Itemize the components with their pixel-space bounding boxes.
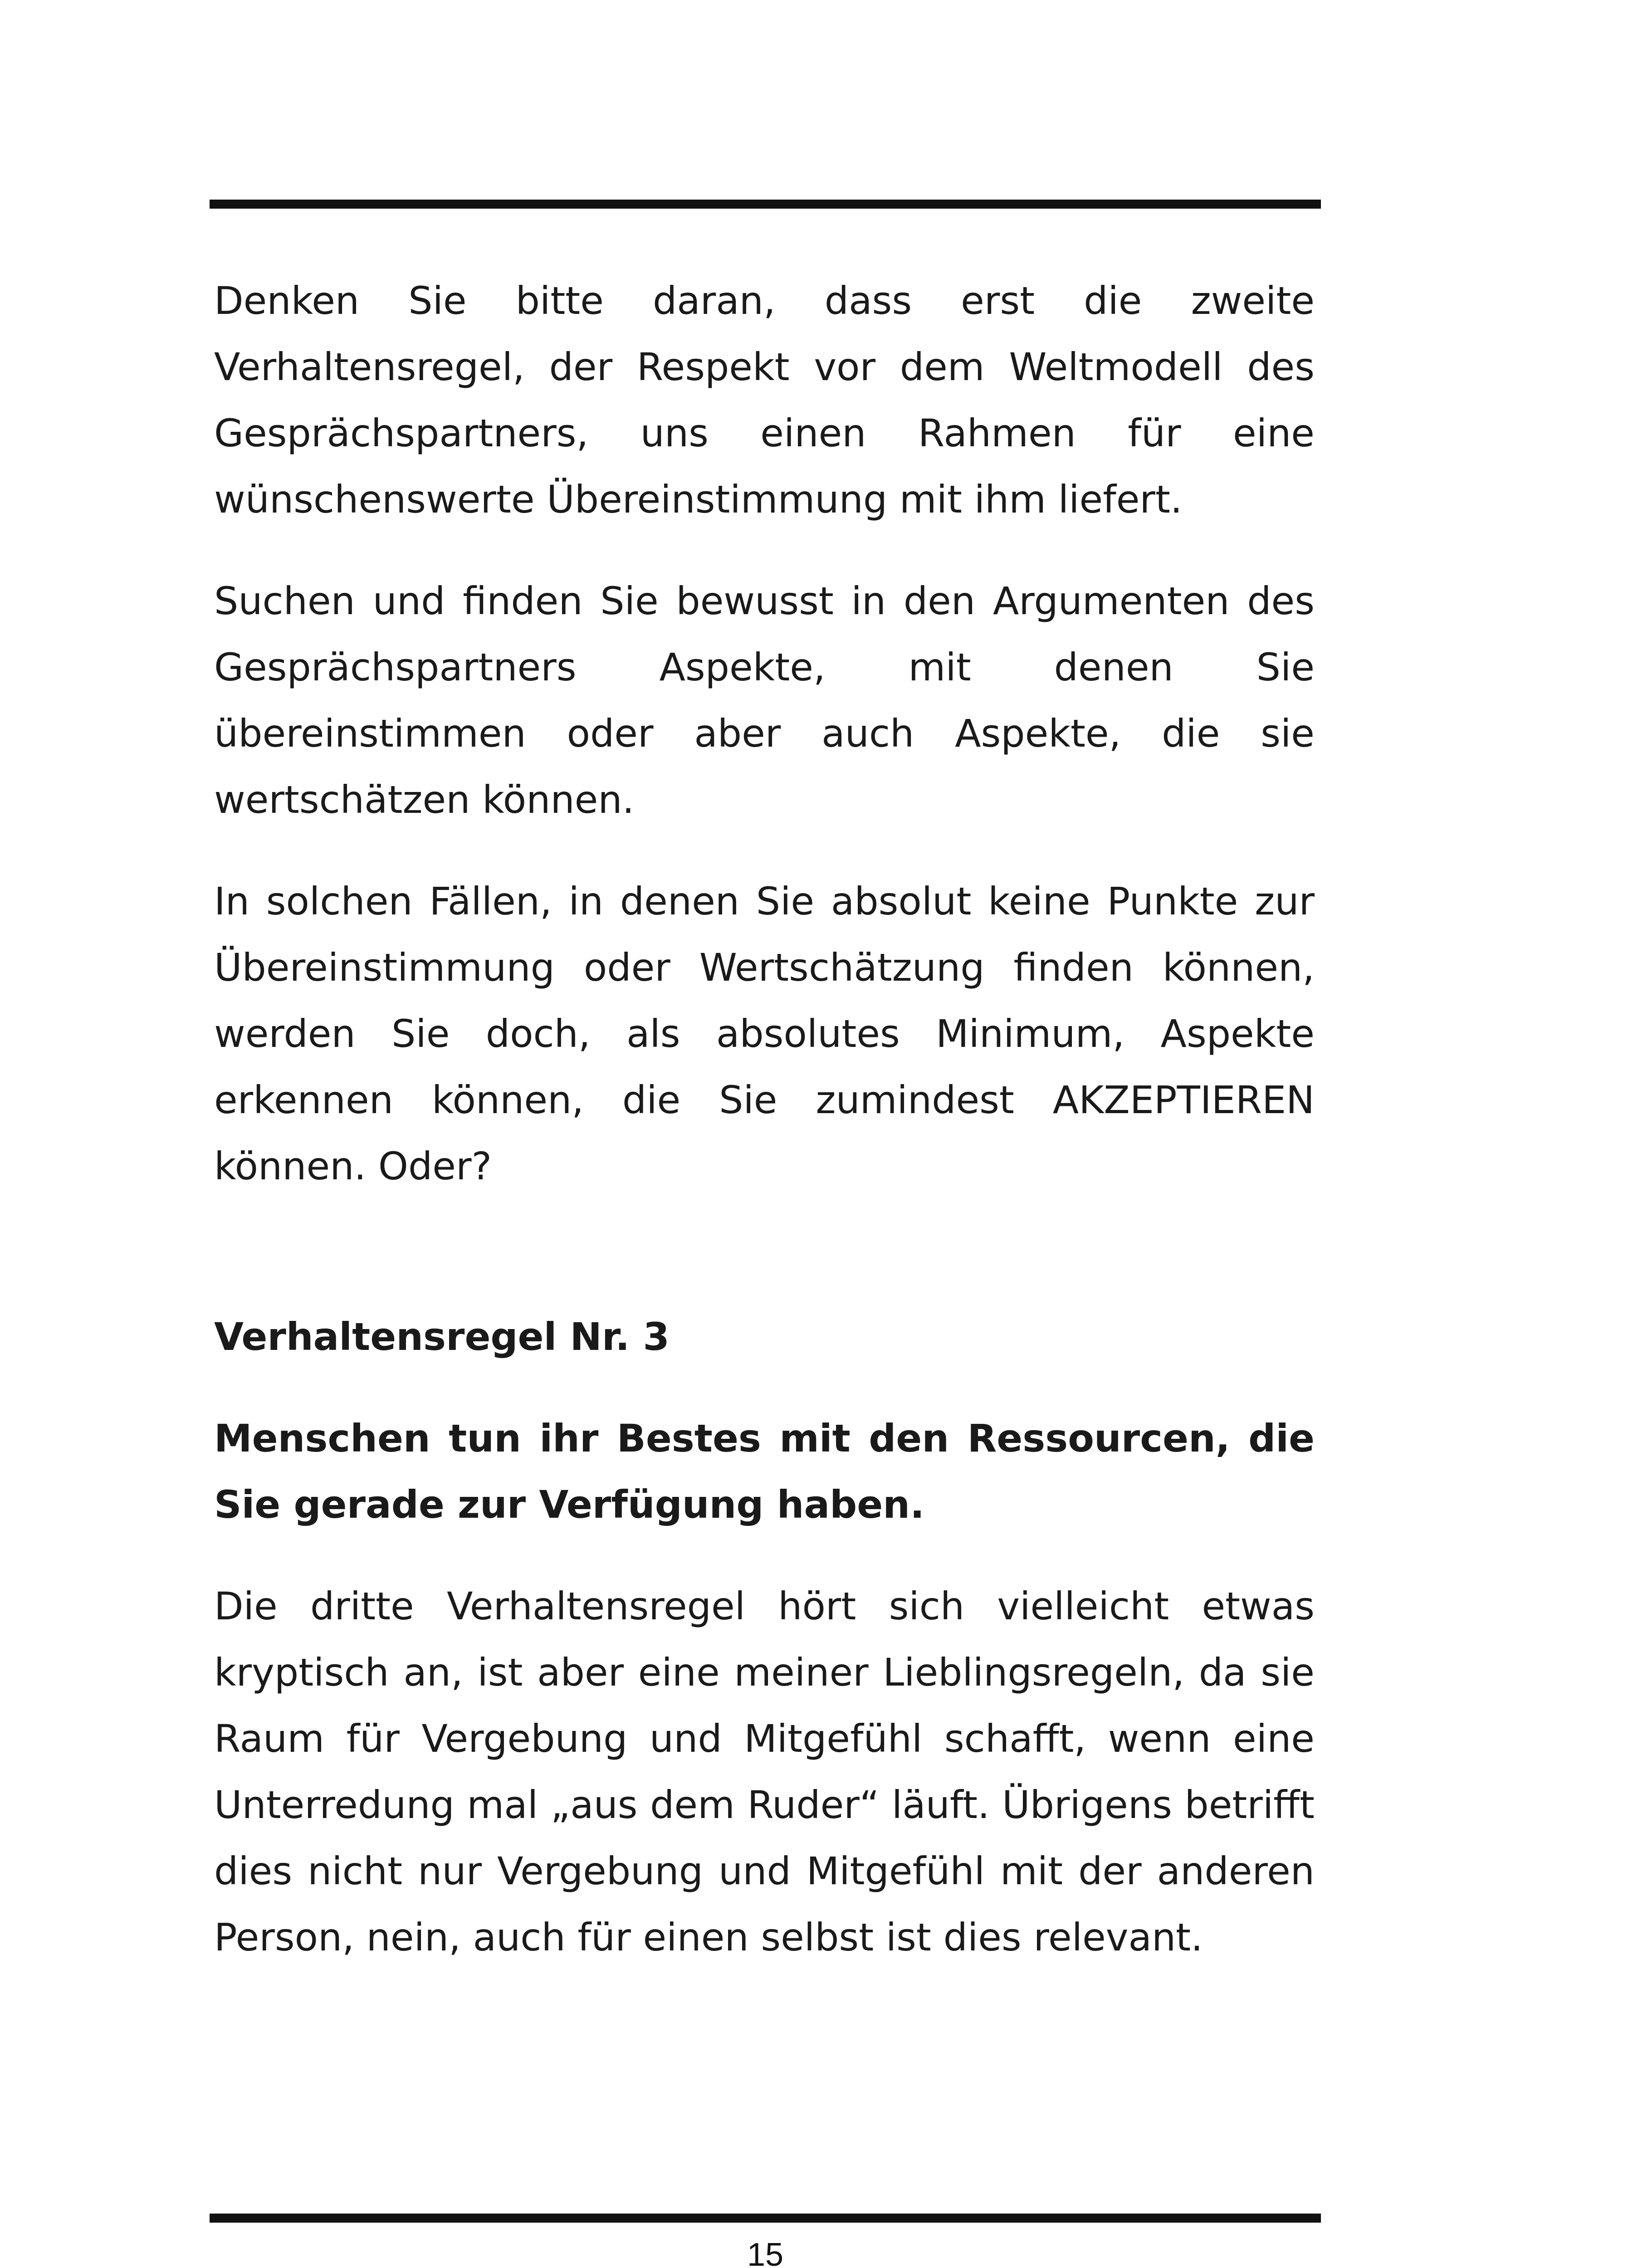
footer-rule bbox=[210, 2214, 1321, 2223]
paragraph-1: Denken Sie bitte daran, dass erst die zweite Verhaltensregel, der Respekt vor dem Weltmodell des Gesprächspartners, uns einen Rahmen für eine wünschenswerte Übereinstimmung mit ihm liefert. bbox=[214, 279, 1315, 522]
paragraph-4: Die dritte Verhaltensregel hört sich vielleicht etwas kryptisch an, ist aber eine meiner Lieblingsregeln, da sie Raum für Vergebung und Mitgefühl schafft, wenn eine Unterredung mal „aus dem Ruder“ läuft. Übrigens betrifft dies nicht nur Vergebung und Mitgefühl mit der anderen Person, nein, auch für einen selbst ist dies relevant. bbox=[214, 1584, 1315, 1960]
page-number: 15 bbox=[747, 2237, 784, 2268]
header-rule bbox=[210, 200, 1321, 209]
paragraph-2: Suchen und finden Sie bewusst in den Argumenten des Gesprächspartners Aspekte, mit denen Sie übereinstimmen oder aber auch Aspekte, die sie wertschätzen können. bbox=[214, 579, 1315, 822]
rule-statement: Menschen tun ihr Bestes mit den Ressourcen, die Sie gerade zur Verfügung haben. bbox=[214, 1416, 1315, 1527]
page-body bbox=[214, 268, 1315, 1970]
section-heading: Verhaltensregel Nr. 3 bbox=[214, 1315, 670, 1359]
paragraph-3: In solchen Fällen, in denen Sie absolut keine Punkte zur Übereinstimmung oder Wertschätzung finden können, werden Sie doch, als absolutes Minimum, Aspekte erkennen können, die Sie zumindest AKZEPTIEREN können. Oder? bbox=[214, 879, 1315, 1188]
